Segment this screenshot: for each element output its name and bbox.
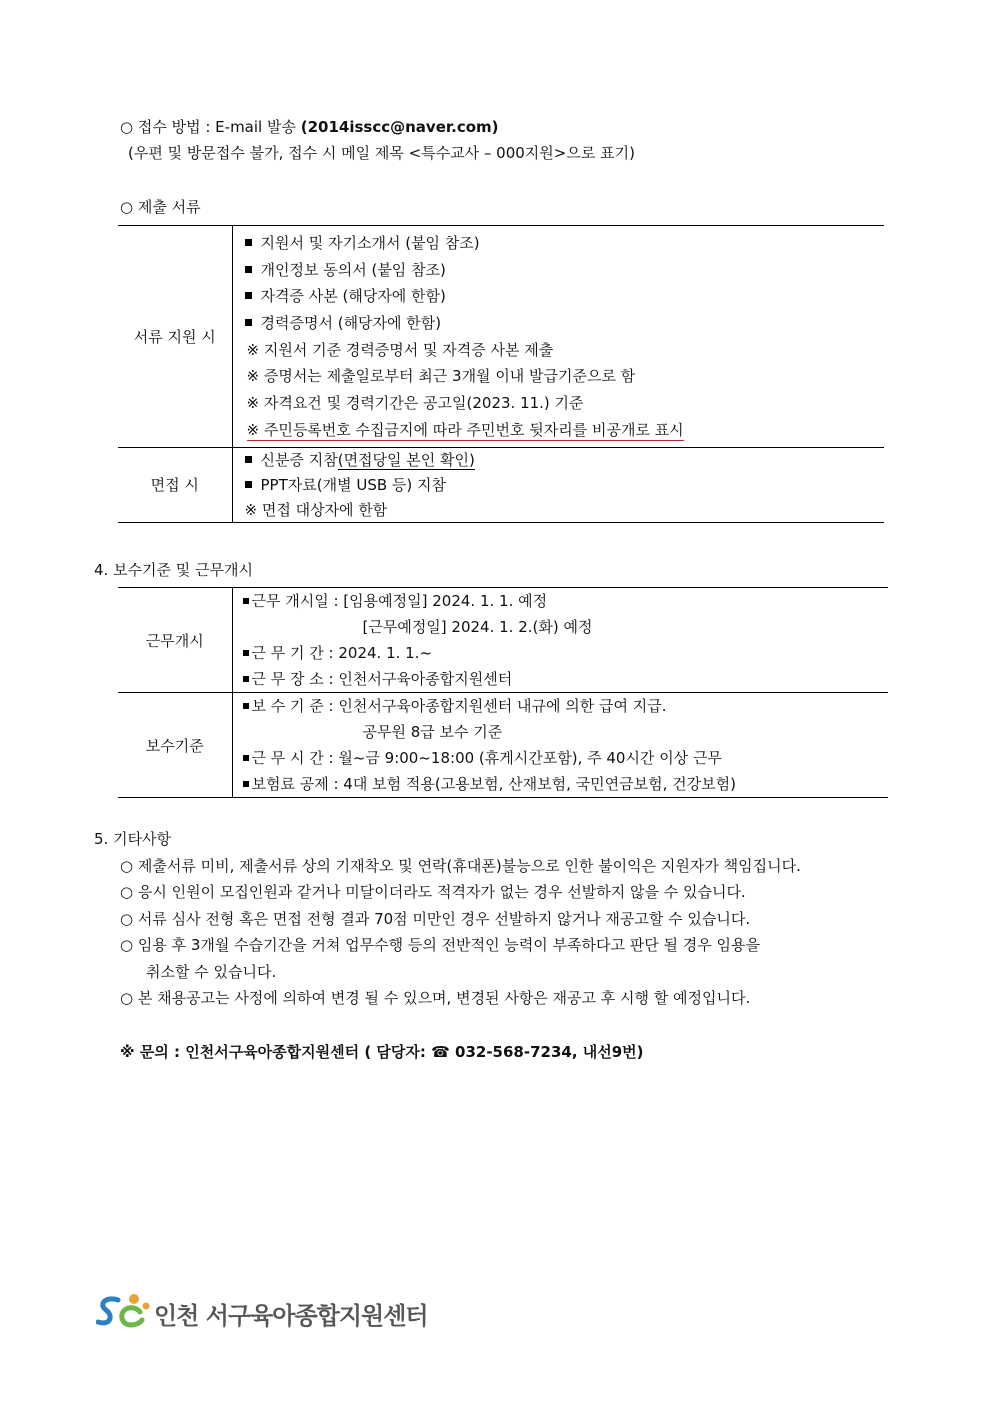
list-item: 자격증 사본 (해당자에 한함) [233,283,885,310]
documents-row-label: 면접 시 [118,447,232,522]
receipt-note: (우편 및 방문접수 불가, 접수 시 메일 제목 <특수교사 – 000지원>으로 표기) [128,144,635,162]
bullet-square-icon [243,703,249,709]
other-item: ○ 임용 후 3개월 수습기간을 거쳐 업무수행 등의 전반적인 능력이 부족하다고 판단 될 경우 임용을 [120,936,761,954]
documents-row-label: 서류 지원 시 [118,226,232,448]
contact-prefix: ※ 문의 : 인천서구육아종합지원센터 ( 담당자: [120,1043,432,1061]
bullet-square-icon [243,755,249,761]
bullet-square-icon [245,239,252,246]
other-heading: 5. 기타사항 [94,830,172,848]
list-item: 신분증 지참(면접당일 본인 확인) [233,448,885,473]
note-item: ※ 자격요건 및 경력기간은 공고일(2023. 11.) 기준 [246,394,584,413]
documents-table [118,225,884,523]
pay-row-label: 보수기준 [118,693,232,798]
documents-row-interview [118,447,884,522]
receipt-method-line [120,116,499,137]
other-item: ○ 제출서류 미비, 제출서류 상의 기재착오 및 연락(휴대폰)불능으로 인한 불이익은 지원자가 책임집니다. [120,857,801,875]
bullet-square-icon [243,598,249,604]
phone-icon: ☎ [431,1043,450,1061]
note-item: ※ 면접 대상자에 한함 [244,500,388,519]
list-item: 지원서 및 자기소개서 (붙임 참조) [233,230,885,257]
documents-heading: ○ 제출 서류 [120,198,201,216]
note-item: ※ 증명서는 제출일로부터 최근 3개월 이내 발급기준으로 함 [246,367,636,386]
pay-heading: 4. 보수기준 및 근무개시 [94,561,254,579]
documents-row-paper [118,226,884,448]
list-item: 경력증명서 (해당자에 한함) [233,310,885,337]
bullet-square-icon [245,481,252,488]
bullet-square-icon [245,456,252,463]
bullet-square-icon [245,319,252,326]
center-logo [96,1290,428,1334]
pay-row-label: 근무개시 [118,588,232,693]
receipt-method-text: ○ 접수 방법 : E-mail 발송 [120,118,301,136]
pay-line: [근무예정일] 2024. 1. 2.(화) 예정 [362,618,593,636]
interview-id-note: (면접당일 본인 확인) [337,450,475,469]
pay-line: 근 무 장 소 : 인천서구육아종합지원센터 [233,666,889,692]
bullet-square-icon [245,292,252,299]
other-item: 취소할 수 있습니다. [146,963,277,981]
pay-line: 보험료 공제 : 4대 보험 적용(고용보험, 산재보험, 국민연금보험, 건강보험) [233,771,889,797]
contact-phone: 032-568-7234, 내선9번) [449,1043,644,1061]
bullet-square-icon [243,781,249,787]
center-logo-icon [96,1290,152,1334]
pay-line: 근무 개시일 : [임용예정일] 2024. 1. 1. 예정 [233,588,889,614]
bullet-square-icon [243,650,249,656]
center-logo-text: 인천 서구육아종합지원센터 [154,1302,428,1330]
list-item: PPT자료(개별 USB 등) 지참 [233,473,885,498]
note-item [233,417,885,444]
list-item: 개인정보 동의서 (붙임 참조) [233,257,885,284]
other-item: ○ 응시 인원이 모집인원과 같거나 미달이더라도 적격자가 없는 경우 선발하지 않을 수 있습니다. [120,883,746,901]
pay-line: 공무원 8급 보수 기준 [362,723,503,741]
pay-table [118,587,888,798]
pay-line: 보 수 기 준 : 인천서구육아종합지원센터 내규에 의한 급여 지급. [233,693,889,719]
receipt-email: (2014isscc@naver.com) [300,118,499,136]
pay-line: 근 무 기 간 : 2024. 1. 1.~ [233,640,889,666]
resident-number-note: ※ 주민등록번호 수집금지에 따라 주민번호 뒷자리를 비공개로 표시 [246,420,684,439]
pay-line: 근 무 시 간 : 월~금 9:00~18:00 (휴게시간포함), 주 40시간 이상 근무 [233,745,889,771]
pay-row-salary [118,693,888,798]
note-item: ※ 지원서 기준 경력증명서 및 자격증 사본 제출 [246,340,554,359]
other-item: ○ 본 채용공고는 사정에 의하여 변경 될 수 있으며, 변경된 사항은 재공고 후 시행 할 예정입니다. [120,989,751,1007]
pay-row-start [118,588,888,693]
bullet-square-icon [245,266,252,273]
other-item: ○ 서류 심사 전형 혹은 면접 전형 결과 70점 미만인 경우 선발하지 않거나 재공고할 수 있습니다. [120,910,751,928]
contact-line [120,1041,644,1062]
bullet-square-icon [243,676,249,682]
